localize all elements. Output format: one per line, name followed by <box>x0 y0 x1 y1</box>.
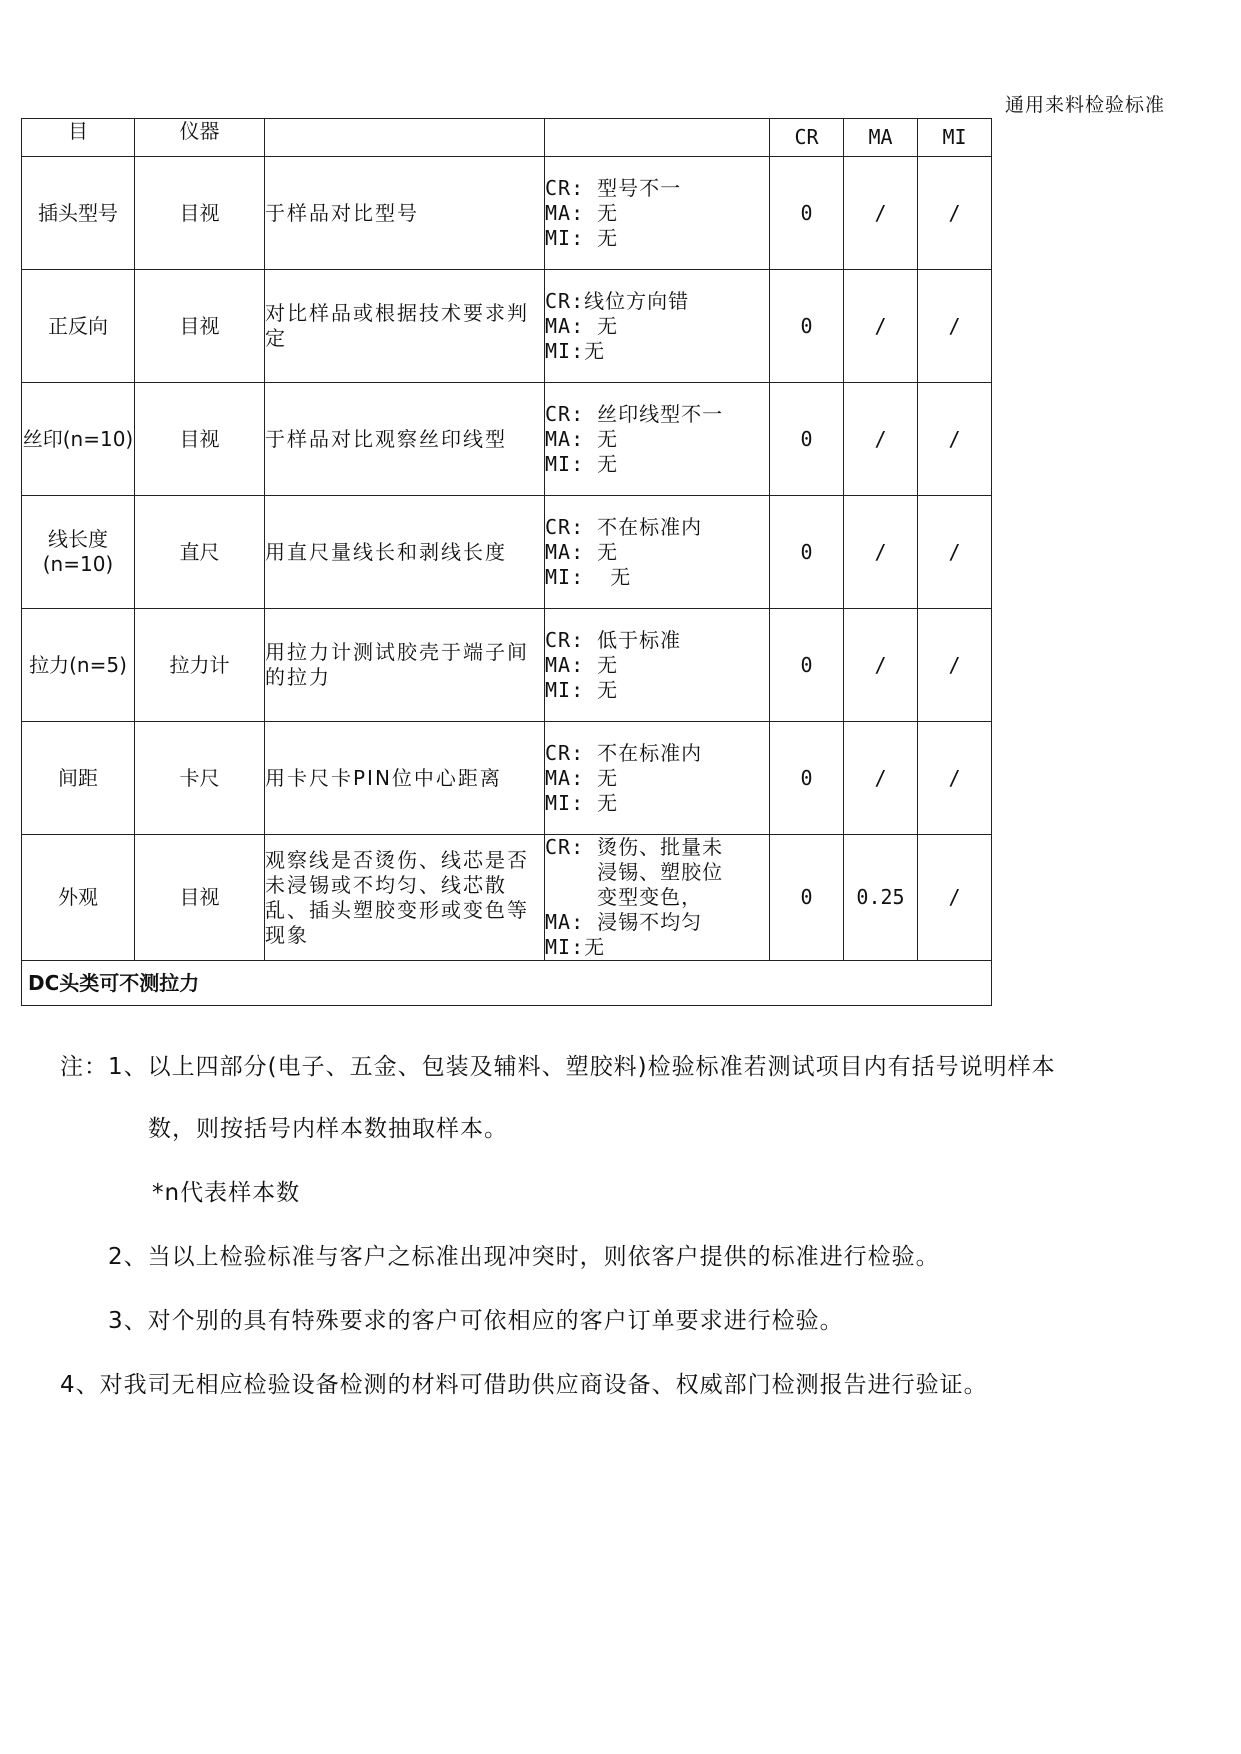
table-header-row <box>22 119 992 157</box>
note-1-line-c: *n代表样本数 <box>152 1180 301 1206</box>
ma-cell: / <box>844 157 918 270</box>
header-defect <box>545 119 770 157</box>
tool-cell: 直尺 <box>135 496 265 609</box>
defect-cell <box>545 157 770 270</box>
cr-cell: 0 <box>770 722 844 835</box>
mi-cell: / <box>918 496 992 609</box>
table-footer-row <box>22 961 992 1006</box>
ma-cell: / <box>844 496 918 609</box>
ma-cell: 0.25 <box>844 835 918 961</box>
mi-cell: / <box>918 609 992 722</box>
cr-cell: 0 <box>770 157 844 270</box>
defect-cell <box>545 383 770 496</box>
tool-cell: 卡尺 <box>135 722 265 835</box>
item-cell: 外观 <box>22 835 135 961</box>
defect-line: MI:无 <box>545 338 606 363</box>
table-row <box>22 157 992 270</box>
method-cell: 用拉力计测试胶壳于端子间的拉力 <box>265 609 545 722</box>
header-item: 目 <box>22 119 135 157</box>
mi-cell: / <box>918 157 992 270</box>
defect-line: CR:线位方向错 <box>545 288 690 313</box>
table-row <box>22 496 992 609</box>
defect-line: MA: 无 <box>545 313 619 338</box>
table-body <box>22 157 992 961</box>
cr-cell: 0 <box>770 496 844 609</box>
defect-line: MA: 无 <box>545 200 619 225</box>
inspection-table <box>21 118 992 1006</box>
item-cell: 线长度(n=10) <box>22 496 135 609</box>
defect-line: CR: 烫伤、批量未 <box>545 835 724 859</box>
defect-line: MA: 无 <box>545 652 619 677</box>
mi-cell: / <box>918 835 992 961</box>
note-4: 4、对我司无相应检验设备检测的材料可借助供应商设备、权威部门检测报告进行验证。 <box>60 1372 988 1398</box>
defect-line: CR: 型号不一 <box>545 175 682 200</box>
ma-cell: / <box>844 270 918 383</box>
ma-cell: / <box>844 383 918 496</box>
defect-cell <box>545 609 770 722</box>
defect-line: MA: 无 <box>545 765 619 790</box>
note-3: 3、对个别的具有特殊要求的客户可依相应的客户订单要求进行检验。 <box>108 1308 844 1334</box>
defect-line: CR: 低于标准 <box>545 627 682 652</box>
header-tool: 仪器 <box>135 119 265 157</box>
note-1-line-b: 数，则按括号内样本数抽取样本。 <box>148 1116 508 1142</box>
tool-cell: 目视 <box>135 383 265 496</box>
defect-line: MA: 无 <box>545 426 619 451</box>
method-cell: 于样品对比观察丝印线型 <box>265 383 545 496</box>
defect-line: 浸锡、塑胶位 <box>545 860 724 884</box>
item-cell: 丝印(n=10) <box>22 383 135 496</box>
header-mi: MI <box>918 119 992 157</box>
defect-line: MA: 浸锡不均匀 <box>545 910 703 934</box>
table-row <box>22 835 992 961</box>
note-2: 2、当以上检验标准与客户之标准出现冲突时，则依客户提供的标准进行检验。 <box>108 1244 940 1270</box>
defect-cell <box>545 835 770 961</box>
tool-cell: 目视 <box>135 157 265 270</box>
footer-note: DC头类可不测拉力 <box>22 961 992 1006</box>
mi-cell: / <box>918 383 992 496</box>
tool-cell: 拉力计 <box>135 609 265 722</box>
table-row <box>22 383 992 496</box>
tool-cell: 目视 <box>135 835 265 961</box>
cr-cell: 0 <box>770 383 844 496</box>
note-1-line-a: 注：1、以上四部分(电子、五金、包装及辅料、塑胶料)检验标准若测试项目内有括号说明样本 <box>60 1054 1056 1080</box>
item-cell: 间距 <box>22 722 135 835</box>
document-header-title: 通用来料检验标准 <box>1005 94 1166 116</box>
table-row <box>22 270 992 383</box>
ma-cell: / <box>844 722 918 835</box>
defect-line: 变型变色， <box>545 885 703 909</box>
defect-line: MI: 无 <box>545 451 619 476</box>
mi-cell: / <box>918 270 992 383</box>
ma-cell: / <box>844 609 918 722</box>
defect-line: MI: 无 <box>545 564 632 589</box>
tool-cell: 目视 <box>135 270 265 383</box>
defect-cell <box>545 722 770 835</box>
method-cell: 用直尺量线长和剥线长度 <box>265 496 545 609</box>
item-cell: 正反向 <box>22 270 135 383</box>
item-cell: 插头型号 <box>22 157 135 270</box>
defect-line: MI: 无 <box>545 677 619 702</box>
cr-cell: 0 <box>770 835 844 961</box>
cr-cell: 0 <box>770 609 844 722</box>
defect-line: MI:无 <box>545 935 606 959</box>
defect-cell <box>545 270 770 383</box>
table-row <box>22 722 992 835</box>
defect-line: MI: 无 <box>545 790 619 815</box>
method-cell: 观察线是否烫伤、线芯是否未浸锡或不均匀、线芯散乱、插头塑胶变形或变色等现象 <box>265 835 545 961</box>
mi-cell: / <box>918 722 992 835</box>
cr-cell: 0 <box>770 270 844 383</box>
defect-line: MA: 无 <box>545 539 619 564</box>
defect-line: MI: 无 <box>545 225 619 250</box>
method-cell: 对比样品或根据技术要求判定 <box>265 270 545 383</box>
item-cell: 拉力(n=5) <box>22 609 135 722</box>
header-method <box>265 119 545 157</box>
defect-line: CR: 丝印线型不一 <box>545 401 724 426</box>
table-row <box>22 609 992 722</box>
defect-line: CR: 不在标准内 <box>545 514 703 539</box>
method-cell: 于样品对比型号 <box>265 157 545 270</box>
defect-line: CR: 不在标准内 <box>545 740 703 765</box>
header-ma: MA <box>844 119 918 157</box>
header-cr: CR <box>770 119 844 157</box>
defect-cell <box>545 496 770 609</box>
method-cell: 用卡尺卡PIN位中心距离 <box>265 722 545 835</box>
